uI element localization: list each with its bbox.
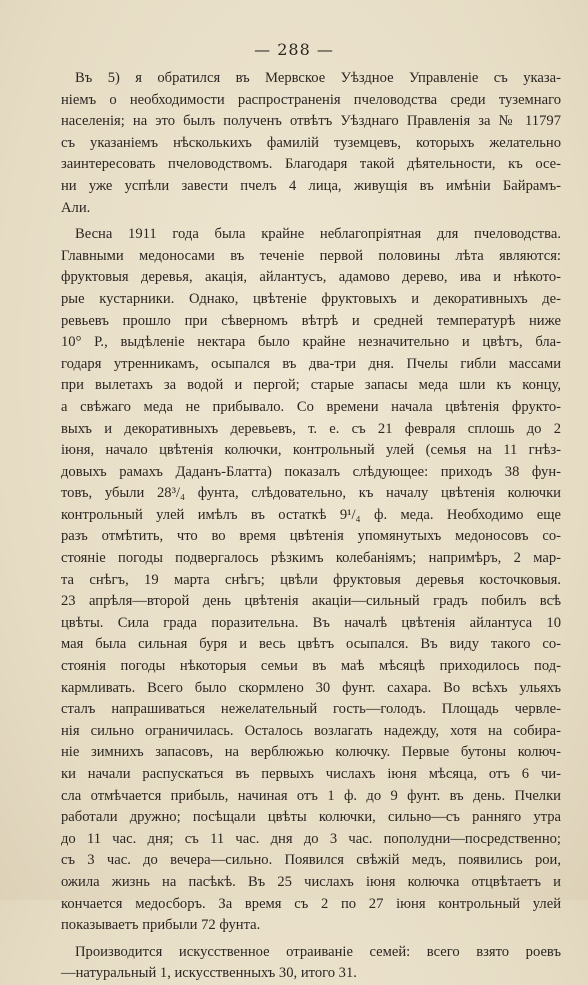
text-line: ніемъ о необходимости распространенія пчеловодства среди туземнаго	[61, 91, 561, 108]
text-line: ни уже успѣли завести пчелъ 4 лица, живущія въ имѣніи Байрамъ-	[61, 177, 561, 194]
text-line: стоянія погоды нѣкоторыя семьи въ маѣ мѣсяцѣ приходилось под-	[61, 658, 561, 675]
text-line: рые кустарники. Однако, цвѣтеніе фруктовыхъ и декоративныхъ де-	[61, 290, 561, 307]
text-line: сла отмѣчается прибыль, начиная отъ 1 ф. до 9 фунт. въ день. Пчелки	[61, 787, 561, 804]
text-line: съ указаніемъ нѣсколькихъ фамилій туземцевъ, которыхъ желательно	[61, 134, 561, 151]
text-line: Въ 5) я обратился въ Мервское Уѣздное Управленіе съ указа-	[75, 70, 561, 86]
text-line: Али.	[61, 199, 91, 216]
text-line: ревьевъ прошло при сѣверномъ вѣтрѣ и средней температурѣ ниже	[61, 312, 561, 329]
text-line: кончается медосборъ. За время съ 2 по 27 іюня контрольный улей	[61, 895, 561, 912]
text-line: нія сильно ограничилась. Осталось возлагать надежду, хотя на собира-	[61, 722, 561, 739]
text-line: кармливать. Всего было скормлено 30 фунт. сахара. Во всѣхъ ульяхъ	[61, 679, 561, 696]
text-line: выхъ и декоративныхъ деревьевъ, т. е. съ 21 февраля сплошь до 2	[61, 420, 561, 437]
text-line: 10° Р., выдѣленіе нектара было крайне незначительно и цвѣтъ, бла-	[61, 334, 561, 351]
text-line: контрольный улей имѣлъ въ остаткѣ 9¹/₄ ф. меда. Необходимо еще	[61, 506, 561, 523]
text-line: цвѣты. Сила града поразительна. Въ началѣ цвѣтенія айлантуса 10	[61, 614, 561, 631]
text-line: заинтересовать пчеловодствомъ. Благодаря такой дѣятельности, къ осе-	[61, 156, 561, 173]
text-line: та снѣгъ, 19 марта снѣгъ; цвѣли фруктовыя деревья косточковыя.	[61, 571, 561, 588]
text-line: ожила жизнь на пасѣкѣ. Въ 25 числахъ іюня колючка отцвѣтаетъ и	[61, 873, 561, 890]
text-line: населенія; на это былъ полученъ отвѣтъ Уѣзднаго Правленія за № 11797	[61, 113, 561, 130]
text-line: а свѣжаго меда не прибывало. Со времени начала цвѣтенія фрукто-	[61, 398, 561, 415]
text-line: Главными медоносами въ теченіе первой половины лѣта являются:	[61, 247, 561, 264]
text-line: стояніе погоды подвергалось рѣзкимъ колебаніямъ; напримѣръ, 2 мар-	[61, 550, 561, 567]
text-line: до 11 час. дня; съ 11 час. дня до 3 час. пополудни—посредственно;	[61, 830, 561, 847]
text-line: довыхъ рамахъ Даданъ-Блатта) показалъ слѣдующее: приходъ 38 фун-	[61, 463, 561, 480]
text-line: годаря утренникамъ, осыпался въ два-три дня. Пчелы гибли массами	[61, 355, 561, 372]
text-line: Весна 1911 года была крайне неблагопріятная для пчеловодства.	[75, 226, 561, 243]
text-line: показываетъ прибыли 72 фунта.	[61, 917, 261, 934]
page-number: — 288 —	[254, 40, 334, 59]
text-line: работали дружно; посѣщали цвѣты колючки, сильно—съ ранняго утра	[61, 809, 561, 826]
text-line: разъ отмѣтить, что во время цвѣтенія упомянутыхъ медоносовъ со-	[61, 528, 561, 545]
text-line: іюня, начало цвѣтенія колючки, контрольный улей (семья на 11 гнѣз-	[61, 442, 561, 459]
text-line: ніе зимнихъ запасовъ, на верблюжью колючку. Первые бутоны колюч-	[61, 744, 561, 761]
paragraph	[61, 68, 561, 219]
body-text	[61, 68, 561, 985]
text-line: ки начали распускаться въ первыхъ числахъ іюня мѣсяца, отъ 6 чи-	[61, 766, 561, 782]
text-line: Производится искусственное отраиваніе семей: всего взято роевъ	[75, 943, 561, 960]
paragraph	[61, 942, 561, 985]
text-line: 23 апрѣля—второй день цвѣтенія акаціи—сильный градъ побилъ всѣ	[61, 593, 561, 610]
text-line: фруктовыя деревья, акація, айлантусъ, адамово дерево, ива и нѣкото-	[61, 269, 561, 286]
text-line: при вылетахъ за водой и пергой; старые запасы меда шли къ концу,	[61, 377, 561, 394]
text-line: сталъ напрашиваться нежелательный гость—голодъ. Площадь червле-	[61, 701, 561, 718]
text-line: —натуральный 1, искусственныхъ 30, итого 31.	[61, 965, 357, 982]
text-line: съ 3 час. до вечера—сильно. Появился свѣжій медъ, появились рои,	[61, 852, 561, 869]
text-line: товъ, убыли 28³/₄ фунта, слѣдовательно, къ началу цвѣтенія колючки	[61, 485, 561, 502]
paragraph	[61, 224, 561, 937]
text-line: мая была сильная буря и весь цвѣтъ осыпался. Въ виду такого со-	[61, 636, 561, 653]
